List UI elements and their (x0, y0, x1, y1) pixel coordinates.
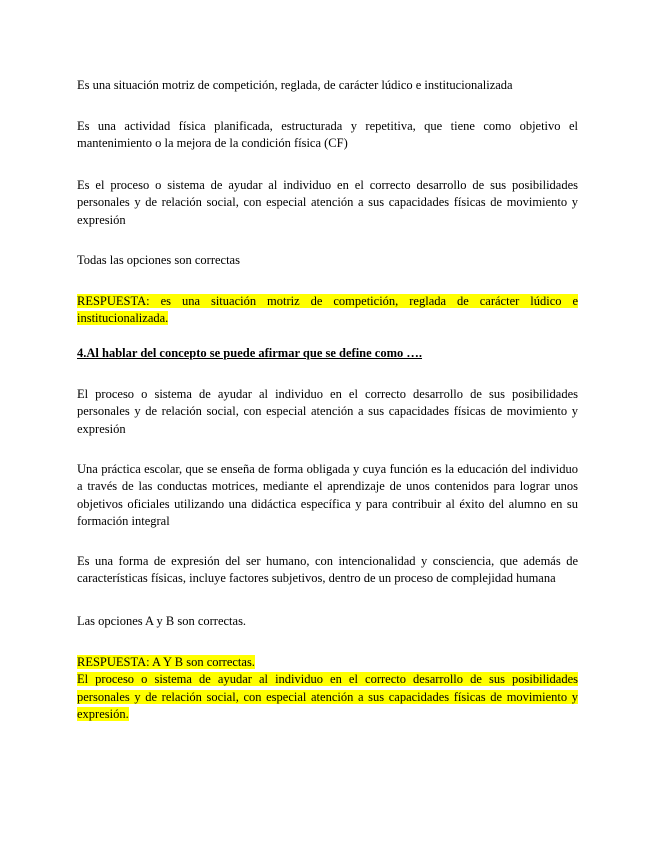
q4-answer-label: RESPUESTA: A Y B son correctas. (77, 655, 255, 669)
q4-option-b: Una práctica escolar, que se enseña de forma obligada y cuya función es la educación del individuo a través de las conductas motrices, mediante el aprendizaje de unos contenidos para lograr unos objetivos oficiales utilizando una didáctica específica y para contribuir al éxito del alumno en su formación integral (77, 462, 578, 529)
q3-answer-highlight: RESPUESTA: es una situación motriz de competición, reglada de carácter lúdico e institucionalizada. (77, 294, 578, 326)
q4-option-a: El proceso o sistema de ayudar al individuo en el correcto desarrollo de sus posibilidades personales y de relación social, con especial atención a sus capacidades físicas de movimiento y expresión (77, 387, 578, 436)
q4-option-d: Las opciones A y B son correctas. (77, 614, 247, 628)
q3-option-d: Todas las opciones son correctas (77, 253, 240, 267)
q3-answer (77, 293, 578, 328)
q3-option-b: Es una actividad física planificada, estructurada y repetitiva, que tiene como objetivo el mantenimiento o la mejora de la condición física (CF) (77, 119, 578, 151)
q3-option-a: Es una situación motriz de competición, reglada, de carácter lúdico e institucionalizada (77, 78, 513, 92)
q4-answer (77, 654, 578, 724)
q4-answer-text: El proceso o sistema de ayudar al individuo en el correcto desarrollo de sus posibilidades personales y de relación social, con especial atención a sus capacidades físicas de movimiento y expresión. (77, 672, 578, 722)
q3-option-c: Es el proceso o sistema de ayudar al individuo en el correcto desarrollo de sus posibilidades personales y de relación social, con especial atención a sus capacidades físicas de movimiento y expresión (77, 178, 578, 227)
q4-option-c: Es una forma de expresión del ser humano, con intencionalidad y consciencia, que además de características físicas, incluye factores subjetivos, dentro de un proceso de complejidad humana (77, 554, 578, 586)
q4-question-title: 4.Al hablar del concepto se puede afirmar que se define como …. (77, 346, 423, 360)
